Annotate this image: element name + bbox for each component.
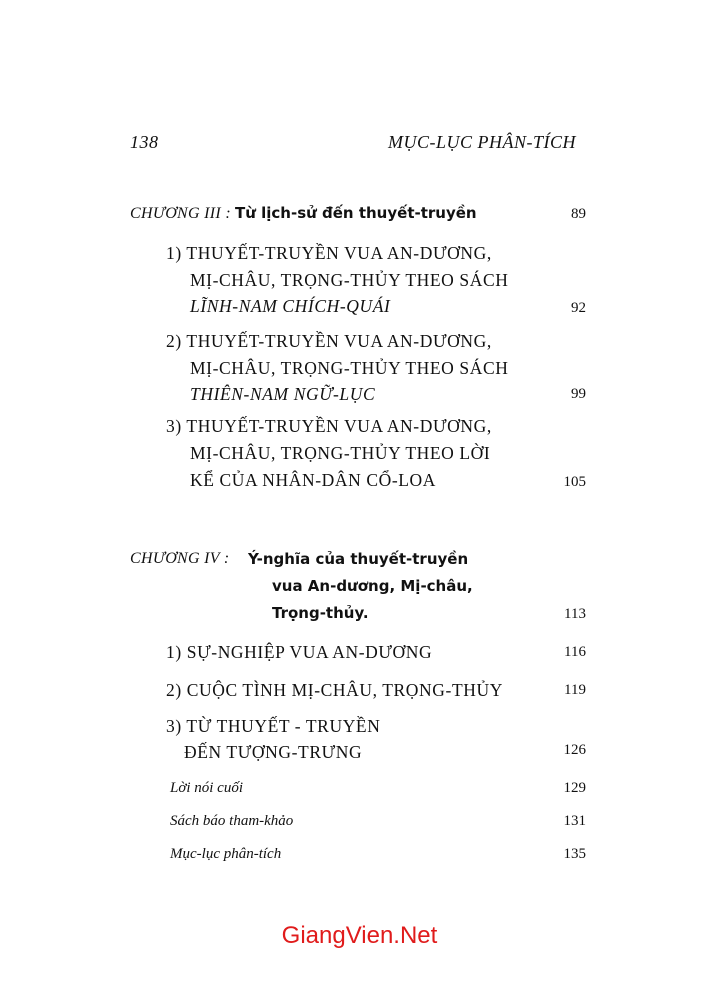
chapter-4-label: CHƯƠNG IV :: [130, 550, 230, 567]
section-3-2-line-2: MỊ-CHÂU, TRỌNG-THỦY THEO SÁCH: [190, 358, 509, 378]
back-matter-3-page: 135: [563, 846, 586, 862]
back-matter-1-page: 129: [563, 780, 586, 796]
section-3-3-line-1: 3) THUYẾT-TRUYỀN VUA AN-DƯƠNG,: [166, 416, 492, 436]
back-matter-3: Mục-lục phân-tích: [170, 846, 282, 862]
chapter-3-page: 89: [571, 206, 586, 222]
section-3-2-line-1: 2) THUYẾT-TRUYỀN VUA AN-DƯƠNG,: [166, 331, 492, 351]
section-3-3-line-2: MỊ-CHÂU, TRỌNG-THỦY THEO LỜI: [190, 443, 491, 463]
section-3-2-source: THIÊN-NAM NGỮ-LỤC: [190, 384, 376, 404]
chapter-3-label: CHƯƠNG III :: [130, 205, 231, 222]
chapter-3-heading: [130, 204, 477, 223]
running-title: MỤC-LỤC PHÂN-TÍCH: [388, 132, 577, 152]
back-matter-1: Lời nói cuối: [170, 780, 244, 796]
page-number: 138: [130, 132, 159, 152]
section-3-2-page: 99: [571, 386, 586, 402]
chapter-3-title: Từ lịch-sử đến thuyết-truyền: [234, 204, 477, 222]
section-4-2: 2) CUỘC TÌNH MỊ-CHÂU, TRỌNG-THỦY: [166, 680, 503, 700]
chapter-4-page: 113: [564, 606, 586, 622]
section-4-1-page: 116: [564, 644, 586, 660]
section-4-1: 1) SỰ-NGHIỆP VUA AN-DƯƠNG: [166, 642, 433, 662]
section-4-3-line-2: ĐẾN TƯỢNG-TRƯNG: [184, 742, 363, 762]
section-3-1-source: LĨNH-NAM CHÍCH-QUÁI: [190, 296, 391, 316]
section-3-3-line-3: KỂ CỦA NHÂN-DÂN CỔ-LOA: [190, 470, 437, 490]
section-4-3-line-1: 3) TỪ THUYẾT - TRUYỀN: [166, 716, 381, 736]
chapter-4-title-line-2: vua An-dương, Mị-châu,: [272, 577, 473, 595]
section-4-2-page: 119: [564, 682, 586, 698]
section-3-1-page: 92: [571, 300, 586, 316]
chapter-4-title-line-3: Trọng-thủy.: [272, 604, 369, 622]
back-matter-2: Sách báo tham-khảo: [170, 813, 294, 829]
section-3-1-line-2: MỊ-CHÂU, TRỌNG-THỦY THEO SÁCH: [190, 270, 509, 290]
back-matter-2-page: 131: [563, 813, 586, 829]
watermark: GiangVien.Net: [281, 922, 438, 949]
section-4-3-page: 126: [563, 742, 586, 758]
section-3-3-page: 105: [563, 474, 586, 490]
section-3-1-line-1: 1) THUYẾT-TRUYỀN VUA AN-DƯƠNG,: [166, 243, 492, 263]
chapter-4-title-line-1: Ý-nghĩa của thuyết-truyền: [248, 550, 469, 568]
